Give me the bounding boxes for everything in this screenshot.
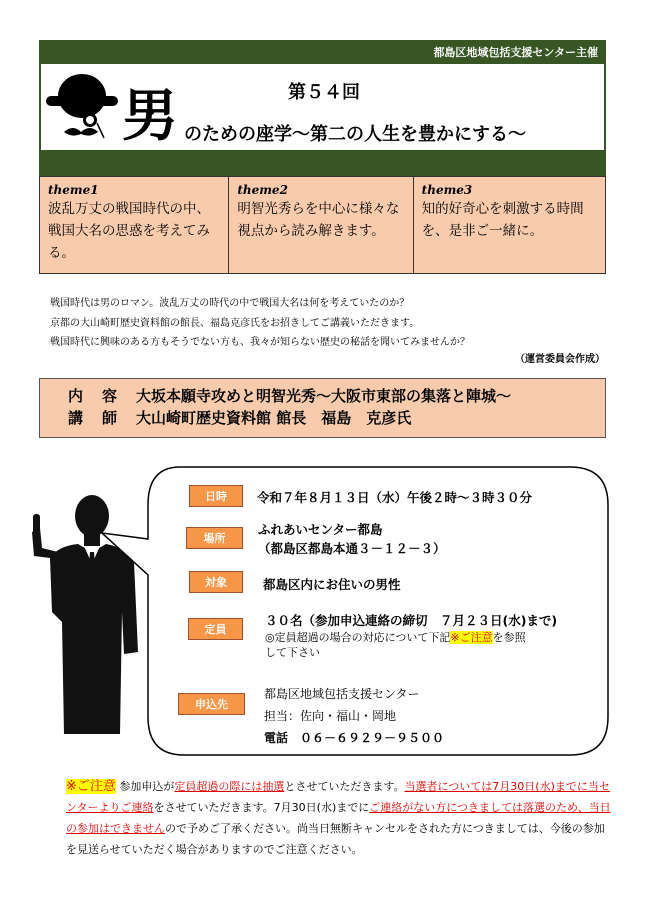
lecturer-label: 講 師	[68, 409, 120, 427]
capacity-tag: 定員	[188, 618, 243, 640]
content-box	[39, 378, 606, 438]
header-bottom-bar	[39, 150, 606, 176]
theme-label: theme2	[237, 183, 288, 197]
notice-text: ※ご注意 参加申込が定員超過の際には抽選とさせていただきます。当選者については7月30日(水)までに当センターよりご連絡をさせていただきます。7月30日(水)までにご連絡がない方につきましては落選のため、当日の参加はできませんので予めご了承ください。尚当日無断キャンセルをされた方につきましては、今後の参加を見送らせていただく場合がありますのでご注意ください。	[66, 779, 611, 856]
place-value: ふれあいセンター都島 （都島区都島本通３－１２－３）	[258, 522, 446, 556]
theme-cell-3	[414, 177, 605, 273]
intro-line: 戦国時代は男のロマン。波乱万丈の時代の中で戦国大名は何を考えていたのか？	[50, 298, 410, 309]
place-tag: 場所	[186, 527, 243, 549]
theme-cell-1	[40, 177, 229, 273]
credit-text: （運営委員会作成）	[515, 354, 605, 365]
session-number: 第５４回	[288, 82, 360, 103]
theme-label: theme1	[48, 183, 99, 197]
date-tag: 日時	[189, 485, 243, 507]
gentleman-icon	[42, 66, 122, 150]
apply-value: 都島区地域包括支援センター 担当：佐向・福山・岡地 電話 ０６－６９２９－９５００	[264, 687, 445, 745]
theme-text: 知的好奇心を刺激する時間 を、是非ご一緒に。	[421, 201, 584, 239]
organizer-text: 都島区地域包括支援センター主催	[433, 46, 598, 59]
lecturer-value: 大山崎町歴史資料館 館長 福島 克彦氏	[136, 409, 412, 427]
title-kanji: 男	[122, 83, 178, 149]
target-tag: 対象	[189, 571, 243, 593]
intro-line: 京都の大山崎町歴史資料館の館長、福島克彦氏をお招きしてご講義いただきます。	[50, 317, 420, 329]
header-top-bar	[39, 40, 606, 64]
themes-table	[39, 176, 606, 274]
content-label: 内 容	[68, 387, 120, 405]
theme-text: 明智光秀らを中心に様々な 視点から読み解きます。	[237, 201, 400, 239]
content-value: 大坂本願寺攻めと明智光秀～大阪市東部の集落と陣城～	[136, 387, 512, 405]
theme-label: theme3	[421, 183, 473, 197]
date-value: 令和７年８月１３日（水）午後２時～３時３０分	[257, 490, 533, 505]
capacity-value: ３０名（参加申込連絡の締切 ７月２３日(水)まで) ◎定員超過の場合の対応について下記※ご注意を参照 して下さい	[265, 613, 558, 659]
theme-cell-2	[229, 177, 413, 273]
theme-text: 波乱万丈の戦国時代の中、 戦国大名の思惑を考えてみ る。	[48, 201, 210, 261]
notice-label: ※ご注意	[66, 779, 116, 794]
apply-tag: 申込先	[178, 693, 245, 715]
subtitle: のための座学～第二の人生を豊かにする～	[184, 124, 526, 145]
intro-text	[50, 294, 470, 353]
intro-line: 戦国時代に興味のある方もそうでない方も、我々が知らない歴史の秘話を聞いてみませんか？	[50, 337, 470, 348]
target-value: 都島区内にお住いの男性	[263, 577, 401, 592]
